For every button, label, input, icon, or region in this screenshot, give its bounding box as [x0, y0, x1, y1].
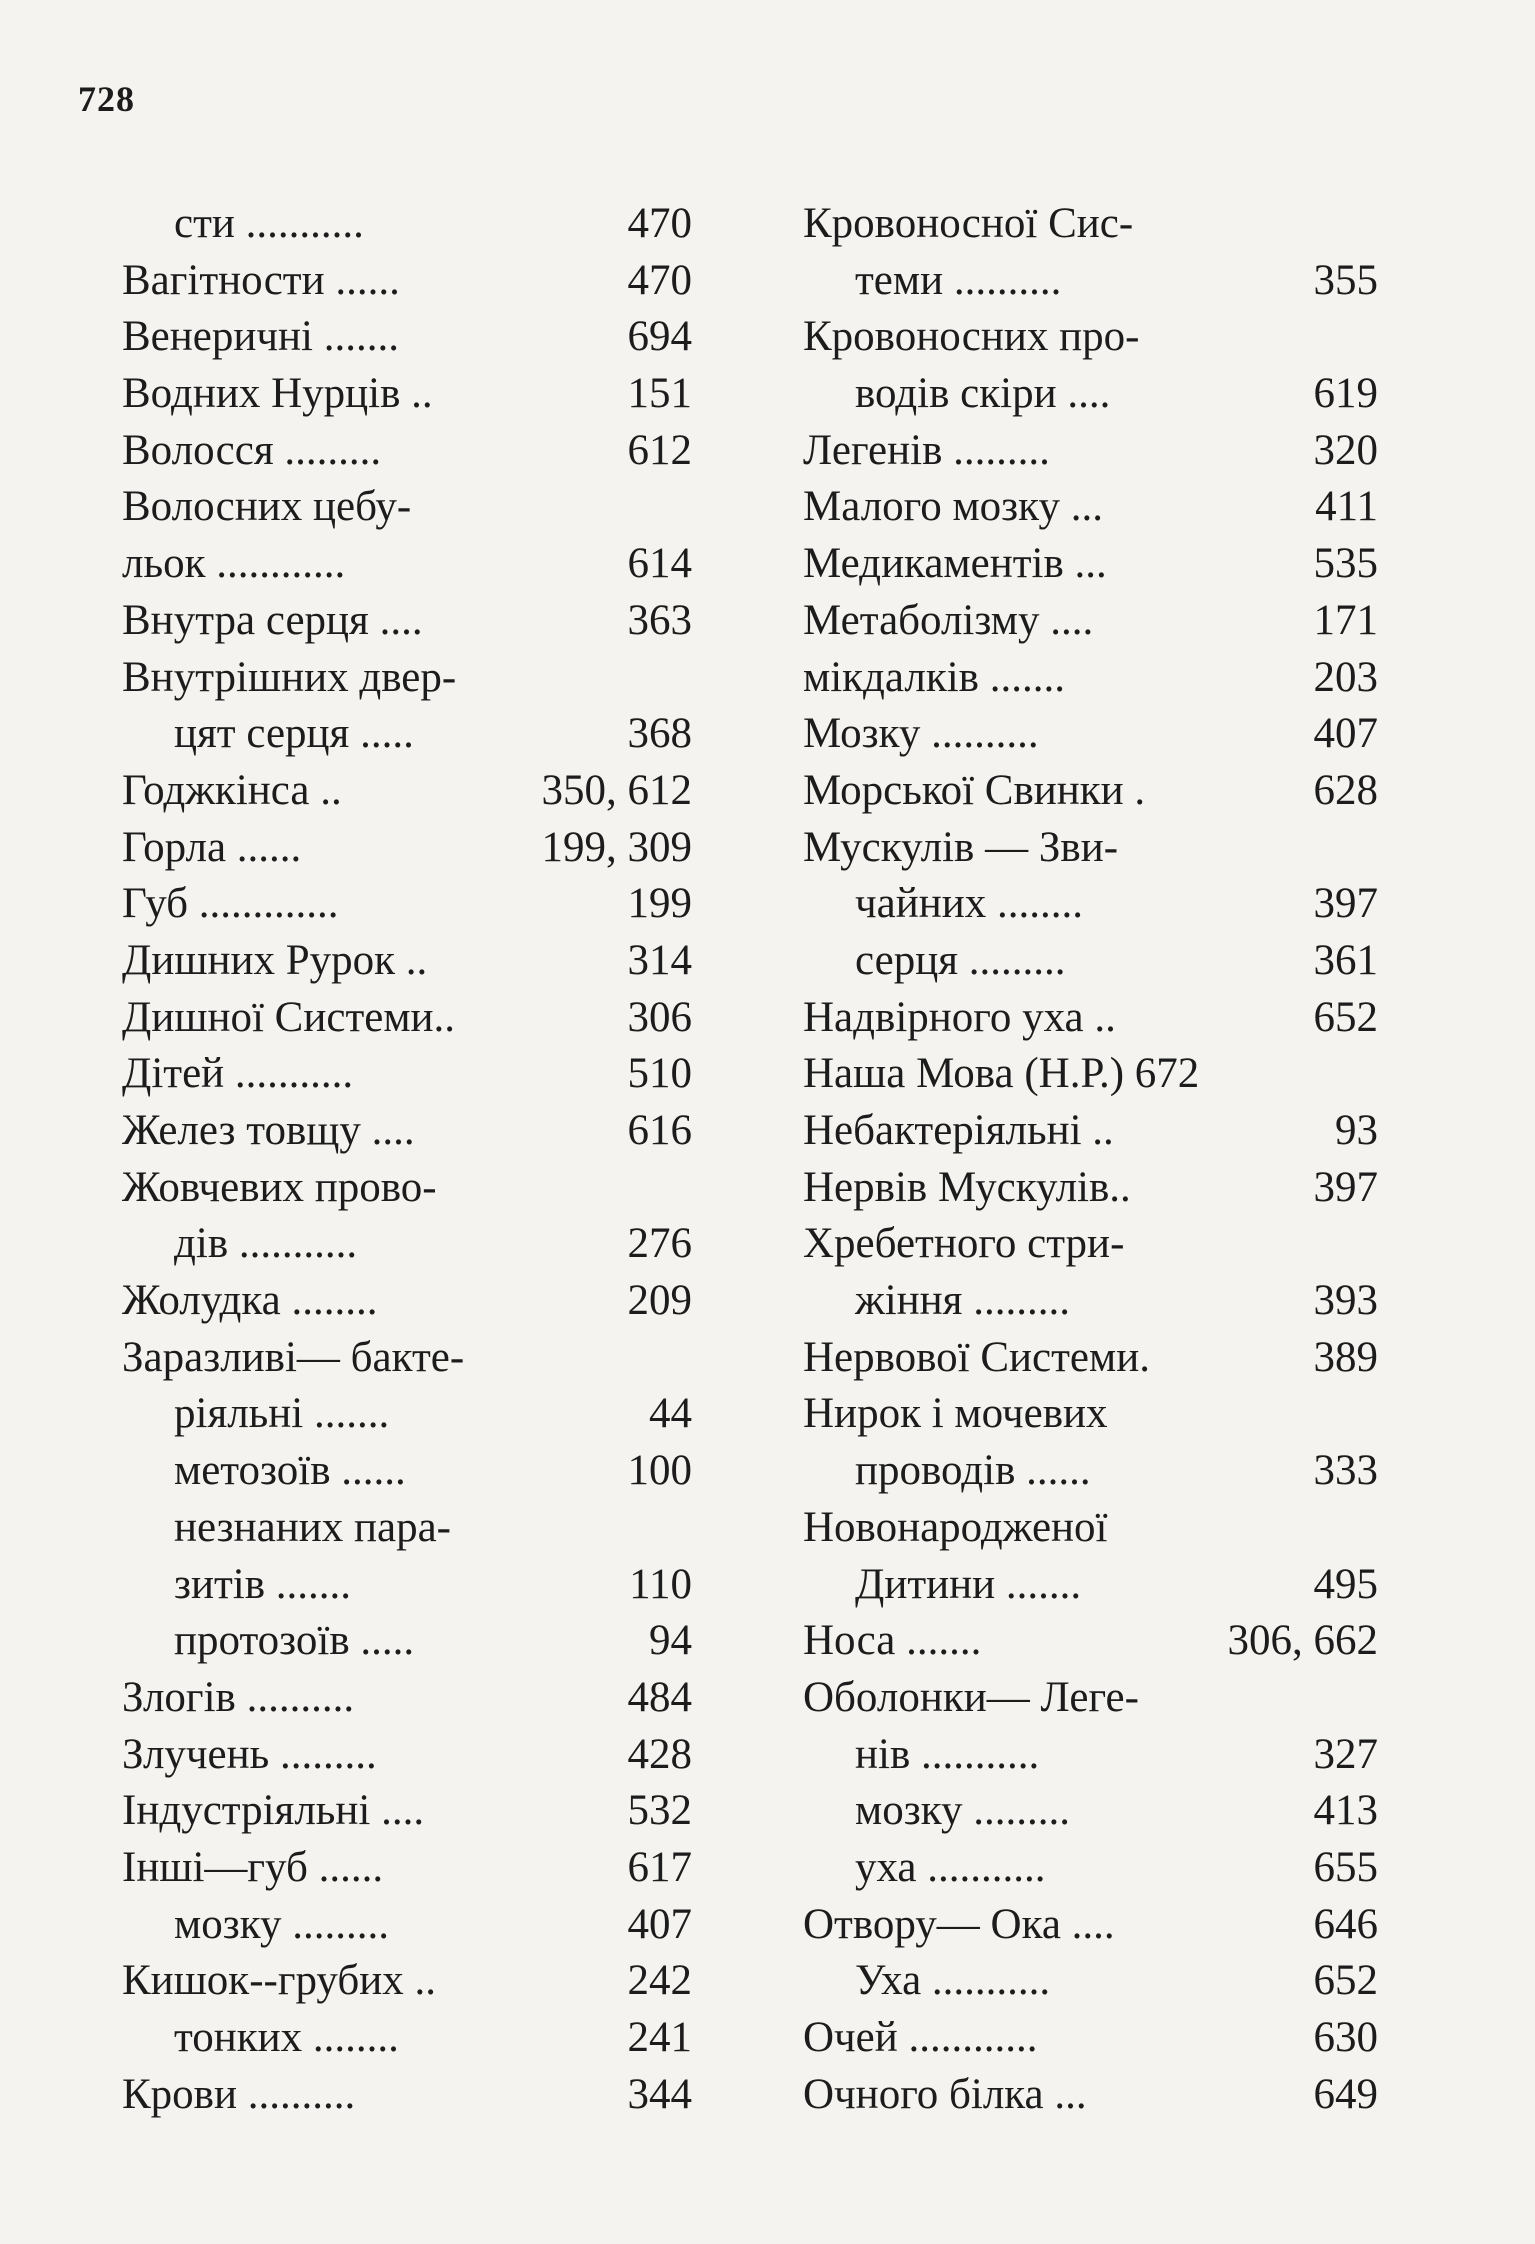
index-entry-text: тонких ........ — [174, 2014, 399, 2061]
index-entry — [122, 876, 692, 933]
index-entry-text: Внутрішних двер- — [122, 653, 457, 701]
page-ref: 652 — [1313, 1957, 1378, 2005]
page-ref: 171 — [1313, 596, 1378, 644]
page-ref: 389 — [1313, 1333, 1378, 1381]
index-entry — [803, 1500, 1378, 1557]
index-entry — [803, 196, 1378, 253]
index-entry — [803, 763, 1378, 820]
index-entry — [122, 650, 692, 707]
page-ref: 646 — [1313, 1900, 1378, 1948]
index-entry-text: Інші—губ ...... — [122, 1843, 384, 1891]
index-entry-text: Метаболізму .... — [803, 596, 1094, 644]
index-entry-text: Оболонки— Леге- — [803, 1673, 1139, 1721]
page-ref: 535 — [1313, 540, 1378, 588]
index-entry — [122, 1386, 692, 1443]
index-entry-text: Уха ........... — [855, 1957, 1051, 2005]
index-entry — [803, 2010, 1378, 2067]
index-entry — [803, 1897, 1378, 1954]
page-ref: 630 — [1313, 2014, 1378, 2061]
index-entry-text: Малого мозку ... — [803, 483, 1103, 531]
index-entry-text: Кровоносних про- — [803, 313, 1140, 361]
index-entry-text: Дитини ....... — [855, 1560, 1082, 1608]
page-ref: 649 — [1313, 2070, 1378, 2118]
index-entry-text: уха ........... — [855, 1843, 1046, 1891]
index-entry-text: теми .......... — [855, 256, 1062, 304]
index-entry-text: Годжкінса .. — [122, 766, 342, 814]
page-ref: 510 — [627, 1050, 692, 1098]
page-ref: 655 — [1313, 1843, 1378, 1891]
page-ref: 628 — [1313, 766, 1378, 814]
page-ref: 532 — [627, 1787, 692, 1835]
index-column-left — [122, 196, 692, 2123]
page-ref: 614 — [627, 540, 692, 588]
index-entry-text: Заразливі— бакте- — [122, 1333, 465, 1381]
index-entry — [122, 423, 692, 480]
page-ref: 428 — [627, 1730, 692, 1778]
page-ref: 470 — [627, 200, 692, 247]
page-ref: 616 — [627, 1107, 692, 1154]
index-entry — [803, 423, 1378, 480]
page-ref: 361 — [1313, 936, 1378, 984]
index-entry — [122, 479, 692, 536]
index-entry-text: ріяльні ....... — [174, 1390, 390, 1438]
index-entry-text: Морської Свинки . — [803, 766, 1146, 814]
page-ref: 100 — [627, 1447, 692, 1495]
index-entry-text: Дишних Рурок .. — [122, 936, 428, 984]
page-ref: 407 — [1313, 710, 1378, 758]
index-entry — [803, 1216, 1378, 1273]
index-entry-text: Хребетного стри- — [803, 1220, 1125, 1268]
page-ref: 320 — [1313, 426, 1378, 474]
index-entry-text: водів скіри .... — [855, 370, 1111, 418]
index-entry — [122, 1216, 692, 1273]
index-entry-text: жіння ......... — [855, 1277, 1070, 1325]
index-entry-text: Волосся ......... — [122, 426, 382, 474]
index-entry-text: протозоїв ..... — [174, 1617, 415, 1665]
index-entry — [122, 2067, 692, 2124]
index-entry-text: Очей ............ — [803, 2014, 1038, 2061]
index-entry — [803, 1273, 1378, 1330]
page-ref: 652 — [1313, 993, 1378, 1041]
page-ref: 470 — [627, 256, 692, 304]
index-entry — [803, 933, 1378, 990]
page-ref: 363 — [627, 596, 692, 644]
index-entry-text: льок ............ — [122, 540, 346, 588]
index-entry — [803, 479, 1378, 536]
index-entry-text: Внутра серця .... — [122, 596, 423, 644]
index-entry — [803, 1953, 1378, 2010]
index-entry — [122, 1613, 692, 1670]
index-entry — [803, 876, 1378, 933]
index-entry-text: Вагітности ...... — [122, 256, 400, 304]
index-entry-text: Нервів Мускулів.. — [803, 1163, 1131, 1211]
index-entry — [122, 1670, 692, 1727]
index-entry — [122, 1273, 692, 1330]
index-entry — [803, 1160, 1378, 1217]
page-ref: 327 — [1313, 1730, 1378, 1778]
index-entry — [122, 196, 692, 253]
index-entry-text: цят серця ..... — [174, 710, 414, 758]
index-entry — [122, 933, 692, 990]
index-entry — [122, 366, 692, 423]
index-entry — [803, 1103, 1378, 1160]
index-entry — [803, 1613, 1378, 1670]
index-entry — [122, 1840, 692, 1897]
index-entry-text: мікдалків ....... — [803, 653, 1065, 701]
index-entry-text: Наша Мова (Н.Р.) 672 — [803, 1050, 1200, 1098]
index-entry-text: Мозку .......... — [803, 710, 1039, 758]
page-ref: 350, 612 — [541, 766, 692, 814]
page-ref: 93 — [1335, 1107, 1378, 1154]
index-entry-text: Надвірного уха .. — [803, 993, 1116, 1041]
page-ref: 612 — [627, 426, 692, 474]
page-ref: 199, 309 — [541, 823, 692, 871]
index-entry-text: мозку ......... — [855, 1787, 1070, 1835]
index-entry — [122, 1330, 692, 1387]
index-entry-text: Медикаментів ... — [803, 540, 1107, 588]
page-ref: 276 — [627, 1220, 692, 1268]
index-entry-text: Жовчевих прово- — [122, 1163, 437, 1211]
index-entry-text: Отвору— Ока .... — [803, 1900, 1115, 1948]
page-ref: 495 — [1313, 1560, 1378, 1608]
index-entry-text: Кровоносної Сис- — [803, 200, 1134, 247]
index-entry — [122, 1897, 692, 1954]
page-ref: 619 — [1313, 370, 1378, 418]
index-entry-text: Нервової Системи. — [803, 1333, 1150, 1381]
index-entry — [803, 1330, 1378, 1387]
index-entry — [803, 1386, 1378, 1443]
index-entry-text: Індустріяльні .... — [122, 1787, 425, 1835]
index-entry-text: зитів ....... — [174, 1560, 352, 1608]
index-entry — [803, 1783, 1378, 1840]
index-entry-text: серця ......... — [855, 936, 1066, 984]
page-ref: 368 — [627, 710, 692, 758]
index-entry — [803, 366, 1378, 423]
page-ref: 151 — [627, 370, 692, 418]
index-entry — [122, 1443, 692, 1500]
index-entry-text: Новонародженої — [803, 1503, 1108, 1551]
index-entry — [122, 253, 692, 310]
index-entry-text: дів ........... — [174, 1220, 358, 1268]
index-entry — [803, 820, 1378, 877]
index-entry — [803, 536, 1378, 593]
page-ref: 344 — [627, 2070, 692, 2118]
page-ref: 199 — [627, 880, 692, 928]
index-entry — [122, 2010, 692, 2067]
page-ref: 314 — [627, 936, 692, 984]
index-entry-text: чайних ........ — [855, 880, 1083, 928]
index-entry — [803, 309, 1378, 366]
index-entry-text: Небактеріяльні .. — [803, 1107, 1114, 1154]
page-ref: 306, 662 — [1227, 1617, 1378, 1665]
index-entry — [803, 990, 1378, 1047]
index-entry-text: Злучень ......... — [122, 1730, 377, 1778]
page-ref: 241 — [627, 2014, 692, 2061]
index-entry-text: Мускулів — Зви- — [803, 823, 1119, 871]
index-entry — [803, 253, 1378, 310]
page-ref: 203 — [1313, 653, 1378, 701]
index-entry-text: Губ ............. — [122, 880, 339, 928]
index-entry — [122, 763, 692, 820]
index-entry-text: Горла ...... — [122, 823, 302, 871]
index-entry — [803, 1840, 1378, 1897]
page-ref: 393 — [1313, 1277, 1378, 1325]
page-ref: 617 — [627, 1843, 692, 1891]
index-entry-text: Крови .......... — [122, 2070, 356, 2118]
page-ref: 694 — [627, 313, 692, 361]
index-entry — [122, 1103, 692, 1160]
index-entry-text: Желез товщу .... — [122, 1107, 415, 1154]
index-entry — [122, 990, 692, 1047]
page-ref: 411 — [1315, 483, 1378, 531]
index-entry — [122, 593, 692, 650]
page-number: 728 — [78, 79, 135, 119]
index-entry-text: незнаних пара- — [174, 1503, 451, 1551]
index-entry — [122, 1046, 692, 1103]
index-entry-text: Дишної Системи.. — [122, 993, 456, 1041]
index-entry-text: Очного білка ... — [803, 2070, 1087, 2118]
index-column-right — [803, 196, 1378, 2123]
page-ref: 110 — [629, 1560, 692, 1608]
page-ref: 94 — [649, 1617, 692, 1665]
index-entry — [122, 1783, 692, 1840]
index-entry-text: Легенів ......... — [803, 426, 1050, 474]
index-entry-text: Злогів .......... — [122, 1673, 355, 1721]
page-ref: 355 — [1313, 256, 1378, 304]
index-entry-text: Волосних цебу- — [122, 483, 412, 531]
index-entry — [803, 650, 1378, 707]
index-entry — [122, 1557, 692, 1614]
index-entry-text: Дітей ........... — [122, 1050, 354, 1098]
index-entry — [122, 820, 692, 877]
index-entry — [122, 309, 692, 366]
index-entry — [803, 1046, 1378, 1103]
index-entry — [803, 1557, 1378, 1614]
index-entry — [803, 1727, 1378, 1784]
page-ref: 306 — [627, 993, 692, 1041]
page-ref: 407 — [627, 1900, 692, 1948]
page-ref: 209 — [627, 1277, 692, 1325]
index-entry — [803, 2067, 1378, 2124]
index-entry — [122, 1727, 692, 1784]
index-entry — [122, 1500, 692, 1557]
index-entry-text: Нирок і мочевих — [803, 1390, 1108, 1438]
index-entry-text: сти ........... — [174, 200, 364, 247]
index-entry — [803, 1443, 1378, 1500]
index-entry — [122, 1160, 692, 1217]
index-entry — [122, 536, 692, 593]
index-entry — [803, 706, 1378, 763]
page-ref: 484 — [627, 1673, 692, 1721]
index-entry — [122, 706, 692, 763]
index-entry-text: Венеричні ....... — [122, 313, 399, 361]
page-ref: 242 — [627, 1957, 692, 2005]
index-entry-text: Носа ....... — [803, 1617, 982, 1665]
index-entry — [122, 1953, 692, 2010]
index-entry-text: мозку ......... — [174, 1900, 389, 1948]
index-entry-text: проводів ...... — [855, 1447, 1091, 1495]
page-ref: 44 — [649, 1390, 692, 1438]
page-ref: 333 — [1313, 1447, 1378, 1495]
page-ref: 397 — [1313, 880, 1378, 928]
page-ref: 413 — [1313, 1787, 1378, 1835]
page-ref: 397 — [1313, 1163, 1378, 1211]
index-entry-text: Жолудка ........ — [122, 1277, 378, 1325]
index-entry-text: метозоїв ...... — [174, 1447, 406, 1495]
index-entry — [803, 1670, 1378, 1727]
index-entry-text: нів ........... — [855, 1730, 1040, 1778]
index-entry-text: Кишок--грубих .. — [122, 1957, 436, 2005]
index-entry — [803, 593, 1378, 650]
index-entry-text: Водних Нурців .. — [122, 370, 433, 418]
